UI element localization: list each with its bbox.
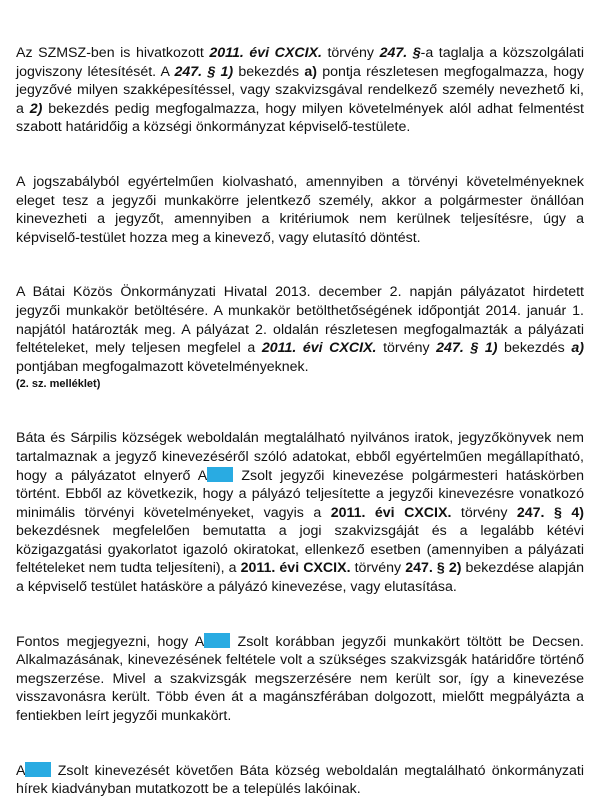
text-segment: törvény bbox=[451, 504, 517, 521]
text-segment: Fontos megjegyezni, hogy A bbox=[16, 633, 205, 650]
text-segment: A Bátai Közös Önkormányzati Hivatal 2013. december 2. napján pályázatot hirdetett jegyzői munkakör betöltésére. A munkakör betölthetőségének időpontját 2014. január 1. napjától határozták meg. A pályázat 2. oldalán részletesen megfogalmazták a pályázati feltételeket, mely teljesen megfelel a bbox=[16, 284, 584, 357]
text-segment: 2011. évi CXCIX. bbox=[330, 504, 452, 521]
text-segment: bekezdés bbox=[233, 63, 305, 80]
text-segment: Báta és Sárpilis községek weboldalán megtalálható nyilvános iratok, jegyzőkönyvek nem tartalmaznak a jegyző kinevezéséről szóló adatokat, ebből egyértelműen megállapítható, hogy a pályázatot elnyerő A bbox=[16, 430, 584, 484]
text-segment: törvény bbox=[376, 340, 437, 357]
text-segment: 247. § bbox=[379, 45, 421, 61]
text-segment: Az SZMSZ-ben is hivatkozott bbox=[16, 45, 210, 61]
paragraph-spacer bbox=[16, 247, 584, 283]
paragraph-spacer bbox=[16, 726, 584, 762]
document-page bbox=[16, 44, 584, 799]
attachment-note: (2. sz. melléklet) bbox=[16, 378, 101, 391]
text-segment: 2011. évi CXCIX. bbox=[261, 340, 377, 357]
paragraph-spacer bbox=[16, 392, 584, 429]
text-segment: bekezdésnek megfelelően bemutatta a jogi szakvizsgáját és a legalább kétévi közigazgatási gyakorlatot igazoló okiratokat, ellenkező esetben (amennyiben a pályázati feltételeket nem tudta teljesíteni), a bbox=[16, 523, 584, 577]
text-segment: törvény bbox=[321, 45, 380, 61]
text-segment: törvény bbox=[350, 560, 406, 577]
paragraph-spacer bbox=[16, 597, 584, 633]
redacted-name-box bbox=[25, 762, 51, 777]
paragraph-4 bbox=[16, 429, 584, 596]
text-segment: pontja részletesen megfogalmazza, hogy jegyzővé milyen szakképesítéssel, vagy szakvizsgával rendelkező személy nevezhető ki, a bbox=[16, 63, 584, 117]
paragraph-6 bbox=[16, 762, 584, 799]
text-segment: 247. § 4) bbox=[516, 504, 584, 521]
text-segment: A jogszabályból egyértelműen kiolvasható, amennyiben a törvényi követelményeknek eleget tesz a jegyzői munkakörre jelentkező személy, akkor a polgármester önállóan kinevezheti a jegyzőt, amennyiben a kritériumok nem kerülnek teljesítésre, úgy a képviselő-testület hozza meg a kinevező, vagy elutasító döntést. bbox=[16, 173, 584, 246]
paragraph-1 bbox=[16, 44, 584, 137]
text-segment: bekezdése alapján a képviselő testület hatásköre a pályázó kinevezése, vagy elutasítása. bbox=[16, 560, 584, 596]
text-segment: Zsolt jegyzői kinevezése polgármesteri hatáskörben történt. Ebből az következik, hogy a pályázó teljesítette a jegyzői kinevezésre vonatkozó minimális törvényi követelményeket, vagyis a bbox=[16, 467, 584, 521]
text-segment: a) bbox=[571, 340, 584, 357]
text-segment: A bbox=[16, 762, 26, 779]
text-segment: pontjában megfogalmazott követelményeknek. bbox=[16, 358, 309, 375]
text-segment: Zsolt korábban jegyzői munkakört töltött be Decsen. Alkalmazásának, kinevezésének feltétele volt a szükséges szakvizsgák határidőre történő megszerzése. Mivel a szakvizsgák megszerzésére nem került sor, így a kinevezése visszavonásra került. Több éven át a magánszférában dolgozott, mielőtt megpályázta a fentiekben leírt jegyzői munkakört. bbox=[16, 633, 585, 725]
text-segment: -a taglalja a közszolgálati jogviszony létesítését. A bbox=[16, 45, 584, 80]
text-segment: bekezdés pedig megfogalmazza, hogy milyen követelmények alól adhat felmentést szabott határidőig a községi önkormányzat képviselő-testülete. bbox=[16, 100, 584, 136]
text-segment: 247. § 2) bbox=[405, 560, 462, 577]
text-segment: a) bbox=[304, 63, 317, 80]
text-segment: 247. § 1) bbox=[436, 340, 498, 357]
text-segment: Zsolt kinevezését követően Báta község weboldalán megtalálható önkormányzati hírek kiadványban mutatkozott be a település lakóinak. bbox=[16, 762, 584, 798]
redacted-name-box bbox=[207, 467, 233, 482]
paragraph-3 bbox=[16, 283, 584, 376]
text-segment: 2011. évi CXCIX. bbox=[209, 45, 322, 61]
paragraph-2 bbox=[16, 173, 584, 247]
text-segment: 2011. évi CXCIX. bbox=[240, 560, 351, 577]
text-segment: bekezdés bbox=[497, 340, 572, 357]
paragraph-5 bbox=[16, 633, 584, 726]
redacted-name-box bbox=[204, 633, 230, 648]
paragraph-spacer bbox=[16, 137, 584, 173]
text-segment: 2) bbox=[29, 100, 43, 117]
text-segment: 247. § 1) bbox=[174, 63, 234, 80]
